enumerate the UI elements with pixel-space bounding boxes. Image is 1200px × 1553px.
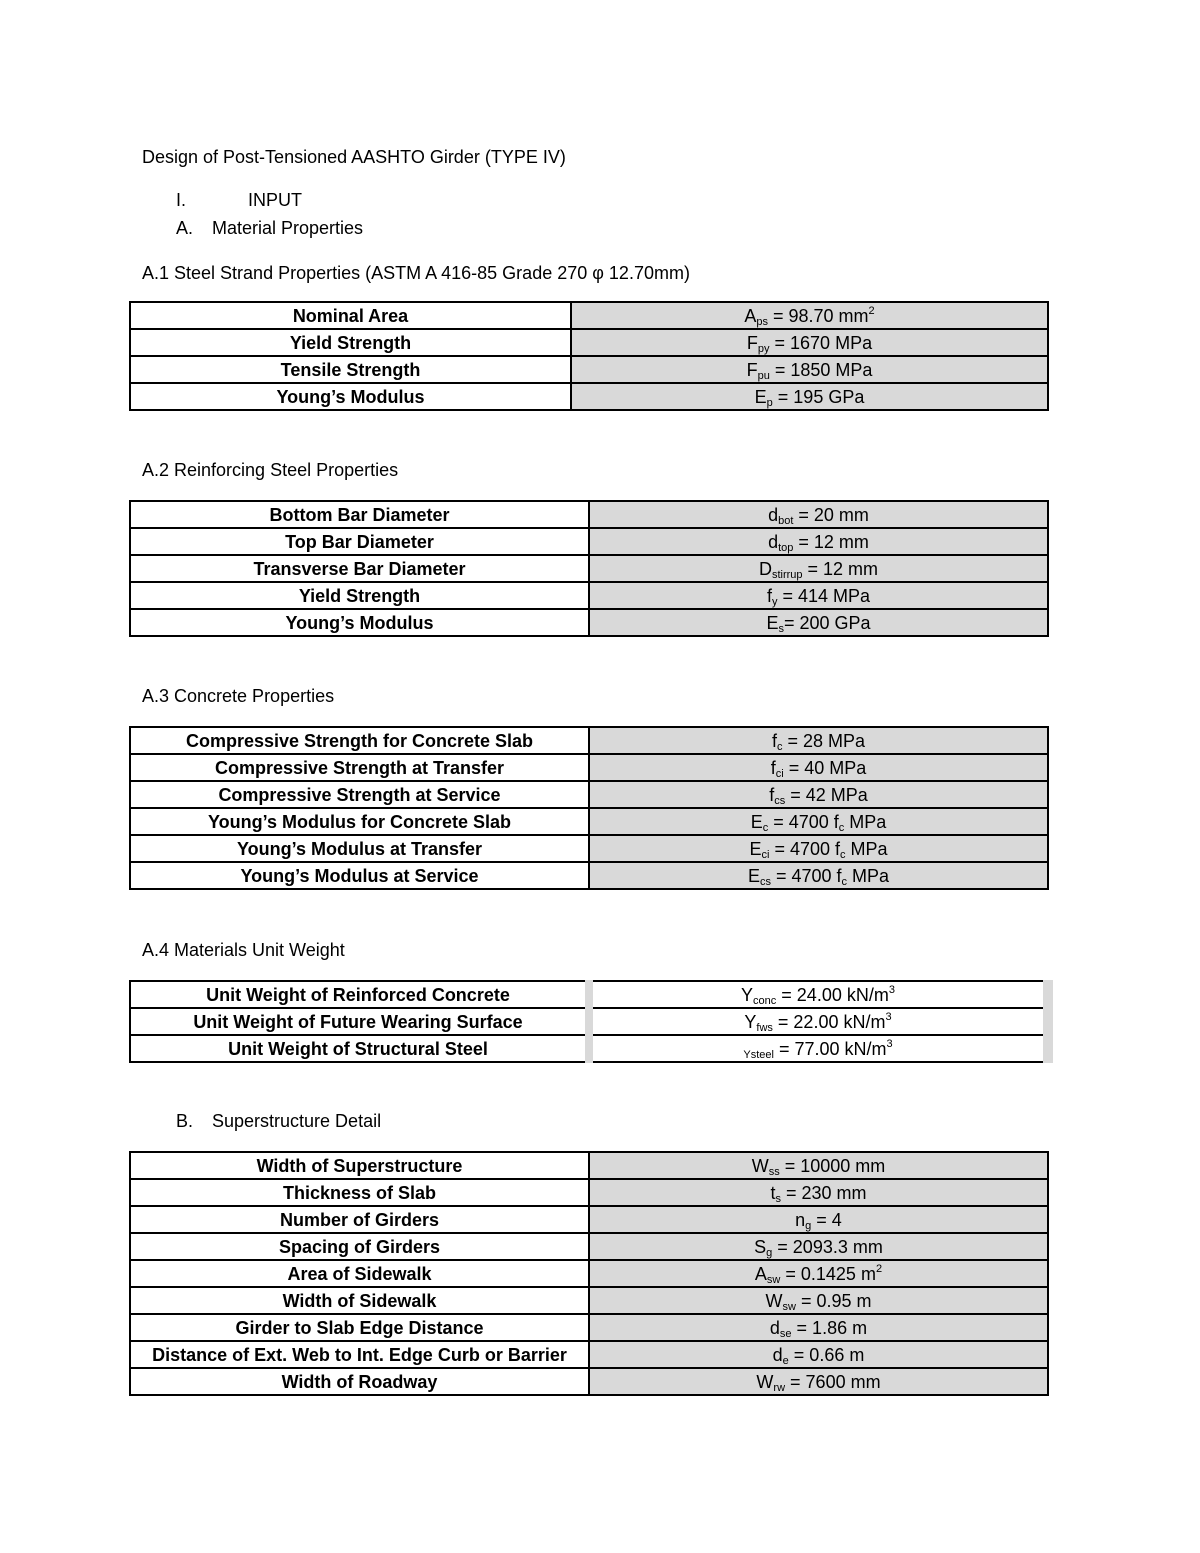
property-value: [589, 835, 1048, 862]
value-superscript: 3: [888, 983, 895, 996]
value-subscript: c: [776, 740, 783, 753]
property-label: Number of Girders: [130, 1206, 589, 1233]
property-label: Width of Superstructure: [130, 1152, 589, 1179]
value-symbol: E: [747, 865, 760, 886]
value-text: = 98.70 mm: [767, 305, 869, 326]
table-row: [130, 356, 1048, 383]
property-value: [589, 582, 1048, 609]
value-symbol: Y: [741, 984, 754, 1005]
property-value: [589, 501, 1048, 528]
property-value: [589, 555, 1048, 582]
property-value: [589, 862, 1048, 889]
value-superscript: 2: [875, 1262, 883, 1275]
property-label: Spacing of Girders: [130, 1233, 589, 1260]
value-text: = 10000 mm: [779, 1155, 886, 1176]
value-text: = 42 MPa: [785, 784, 868, 805]
value-subscript: cs: [774, 794, 786, 807]
value-text: = 1850 MPa: [769, 359, 873, 380]
property-label: Unit Weight of Structural Steel: [130, 1035, 589, 1062]
property-value: [589, 754, 1048, 781]
property-label: Girder to Slab Edge Distance: [130, 1314, 589, 1341]
property-label: Transverse Bar Diameter: [130, 555, 589, 582]
value-subscript: ps: [756, 315, 768, 328]
value-superscript: 3: [886, 1037, 893, 1050]
table-row: [130, 754, 1048, 781]
value-text: = 1670 MPa: [769, 332, 873, 353]
value-symbol: n: [795, 1209, 806, 1230]
value-symbol: f: [766, 585, 772, 606]
property-value: [589, 1314, 1048, 1341]
value-text: = 24.00 kN/m: [776, 984, 889, 1005]
property-value: [589, 981, 1048, 1008]
page-title: Design of Post-Tensioned AASHTO Girder (TYPE IV): [142, 147, 566, 167]
value-subscript: pu: [757, 369, 770, 382]
value-text: = 200 GPa: [783, 612, 871, 633]
property-label: Compressive Strength at Service: [130, 781, 589, 808]
property-value: [589, 808, 1048, 835]
table-row: [130, 862, 1048, 889]
value-subscript: g: [805, 1219, 812, 1232]
property-value: [571, 356, 1048, 383]
value-text: = 0.66 m: [788, 1344, 865, 1365]
property-label: Compressive Strength at Transfer: [130, 754, 589, 781]
value-subscript: e: [782, 1354, 789, 1367]
value-text: = 4: [811, 1209, 842, 1230]
table-row: [130, 1314, 1048, 1341]
value-subscript: fws: [756, 1021, 773, 1034]
value-subscript: s: [775, 1192, 781, 1205]
value-text: = 7600 mm: [785, 1371, 881, 1392]
value-symbol: E: [750, 811, 763, 832]
value-subscript: ci: [761, 848, 770, 861]
value-text-2: MPa: [847, 865, 890, 886]
unit-weight-table: [129, 980, 1053, 1063]
table-row: [130, 1368, 1048, 1395]
concrete-table: [129, 726, 1049, 890]
property-value: [589, 1233, 1048, 1260]
value-symbol: W: [765, 1290, 783, 1311]
property-value: [589, 609, 1048, 636]
value-symbol: f: [770, 757, 776, 778]
a1-heading: A.1 Steel Strand Properties (ASTM A 416-85 Grade 270 φ 12.70mm): [142, 263, 690, 283]
value-subscript-2: c: [838, 821, 845, 834]
table-row: [130, 781, 1048, 808]
value-superscript: 2: [868, 304, 875, 317]
table-row: [130, 383, 1048, 410]
value-text: = 12 mm: [793, 531, 869, 552]
a3-heading: A.3 Concrete Properties: [142, 686, 335, 706]
value-symbol: E: [754, 386, 767, 407]
value-text: = 414 MPa: [777, 585, 871, 606]
value-text: = 4700 f: [768, 811, 839, 832]
value-subscript: g: [766, 1246, 773, 1259]
table-row: [130, 1152, 1048, 1179]
value-text: = 77.00 kN/m: [773, 1038, 887, 1059]
section-i-number: I.: [176, 190, 187, 210]
value-text: = 4700 f: [770, 865, 842, 886]
value-symbol: A: [754, 1263, 767, 1284]
value-symbol: E: [749, 838, 762, 859]
property-value: [589, 1206, 1048, 1233]
property-label: Young’s Modulus for Concrete Slab: [130, 808, 589, 835]
superstructure-table: [129, 1151, 1049, 1396]
a2-heading: A.2 Reinforcing Steel Properties: [142, 460, 399, 480]
table-row: [130, 1206, 1048, 1233]
section-b-number: B.: [176, 1111, 194, 1131]
value-symbol: F: [746, 332, 758, 353]
value-text-2: MPa: [845, 838, 888, 859]
value-symbol: E: [766, 612, 779, 633]
value-symbol: t: [770, 1182, 776, 1203]
table-row: [130, 555, 1048, 582]
value-subscript: ss: [768, 1165, 780, 1178]
property-value: [571, 329, 1048, 356]
section-i-label: INPUT: [248, 190, 302, 210]
table-row: [130, 582, 1048, 609]
value-text: = 0.95 m: [795, 1290, 872, 1311]
table-row: [130, 727, 1048, 754]
property-value: [589, 1260, 1048, 1287]
property-value: [589, 1341, 1048, 1368]
value-subscript: c: [762, 821, 769, 834]
section-b-label: Superstructure Detail: [212, 1111, 382, 1131]
table-row: [130, 1287, 1048, 1314]
property-label: Width of Sidewalk: [130, 1287, 589, 1314]
table-row: [130, 609, 1048, 636]
value-symbol: f: [771, 730, 777, 751]
table-row: [130, 1233, 1048, 1260]
property-label: Young’s Modulus at Service: [130, 862, 589, 889]
property-label: Unit Weight of Future Wearing Surface: [130, 1008, 589, 1035]
property-value: [589, 1179, 1048, 1206]
value-symbol: d: [768, 504, 779, 525]
table-row: [130, 302, 1048, 329]
property-value: [571, 302, 1048, 329]
value-subscript: y: [771, 595, 778, 608]
value-text: = 28 MPa: [782, 730, 866, 751]
value-text: = 12 mm: [802, 558, 879, 579]
value-symbol: d: [768, 531, 779, 552]
value-subscript: bot: [778, 514, 794, 527]
property-value: [589, 1152, 1048, 1179]
property-value: [571, 383, 1048, 410]
value-subscript: stirrup: [771, 568, 803, 581]
value-symbol: D: [758, 558, 772, 579]
value-subscript: py: [757, 342, 770, 355]
value-subscript: top: [778, 541, 794, 554]
value-subscript: sw: [766, 1273, 781, 1286]
property-label: Young’s Modulus: [130, 383, 571, 410]
value-text: = 4700 f: [769, 838, 840, 859]
value-text: = 230 mm: [780, 1182, 867, 1203]
value-subscript: s: [778, 622, 784, 635]
value-text: = 195 GPa: [772, 386, 865, 407]
property-label: Yield Strength: [130, 582, 589, 609]
value-subscript: ci: [775, 767, 784, 780]
table-row: [130, 1035, 1048, 1062]
section-a-number: A.: [176, 218, 194, 238]
table-row: [130, 501, 1048, 528]
table-row: [130, 981, 1048, 1008]
value-text: = 2093.3 mm: [772, 1236, 883, 1257]
table-row: [130, 1260, 1048, 1287]
value-text: = 22.00 kN/m: [772, 1011, 886, 1032]
a4-heading: A.4 Materials Unit Weight: [142, 940, 345, 960]
value-symbol: W: [751, 1155, 769, 1176]
value-subscript: rw: [773, 1381, 786, 1394]
value-subscript-2: c: [841, 875, 848, 888]
table-row: [130, 528, 1048, 555]
property-value: [589, 1035, 1048, 1062]
value-symbol: d: [769, 1317, 780, 1338]
value-text-2: MPa: [844, 811, 887, 832]
value-subscript: cs: [759, 875, 771, 888]
property-label: Distance of Ext. Web to Int. Edge Curb or Barrier: [130, 1341, 589, 1368]
value-subscript: conc: [753, 994, 777, 1007]
table-row: [130, 1008, 1048, 1035]
property-value: [589, 781, 1048, 808]
property-value: [589, 1368, 1048, 1395]
value-symbol: W: [756, 1371, 774, 1392]
steel-strand-table: [129, 301, 1049, 411]
value-symbol: f: [769, 784, 775, 805]
property-label: Area of Sidewalk: [130, 1260, 589, 1287]
table-row: [130, 808, 1048, 835]
value-superscript: 3: [885, 1010, 892, 1023]
value-symbol: A: [744, 305, 757, 326]
table-row: [130, 1341, 1048, 1368]
property-label: Bottom Bar Diameter: [130, 501, 589, 528]
property-label: Unit Weight of Reinforced Concrete: [130, 981, 589, 1008]
value-symbol: F: [746, 359, 758, 380]
value-subscript-2: c: [840, 848, 846, 861]
value-text: = 40 MPa: [783, 757, 867, 778]
property-label: Tensile Strength: [130, 356, 571, 383]
value-subscript: sw: [782, 1300, 796, 1313]
reinforcing-steel-table: [129, 500, 1049, 637]
table-row: [130, 835, 1048, 862]
table-row: [130, 329, 1048, 356]
property-label: Nominal Area: [130, 302, 571, 329]
property-label: Yield Strength: [130, 329, 571, 356]
property-value: [589, 1008, 1048, 1035]
property-label: Width of Roadway: [130, 1368, 589, 1395]
property-label: Thickness of Slab: [130, 1179, 589, 1206]
property-value: [589, 1287, 1048, 1314]
value-subscript: p: [766, 396, 773, 409]
property-label: Compressive Strength for Concrete Slab: [130, 727, 589, 754]
value-text: = 20 mm: [793, 504, 869, 525]
value-symbol: S: [754, 1236, 767, 1257]
value-subscript: Ysteel: [743, 1048, 774, 1061]
section-a-label: Material Properties: [212, 218, 364, 238]
property-label: Young’s Modulus: [130, 609, 589, 636]
property-label: Young’s Modulus at Transfer: [130, 835, 589, 862]
value-symbol: d: [772, 1344, 783, 1365]
table-row: [130, 1179, 1048, 1206]
property-label: Top Bar Diameter: [130, 528, 589, 555]
property-value: [589, 727, 1048, 754]
value-text: = 1.86 m: [791, 1317, 868, 1338]
value-subscript: se: [779, 1327, 792, 1340]
value-symbol: Y: [744, 1011, 757, 1032]
property-value: [589, 528, 1048, 555]
value-text: = 0.1425 m: [780, 1263, 876, 1284]
